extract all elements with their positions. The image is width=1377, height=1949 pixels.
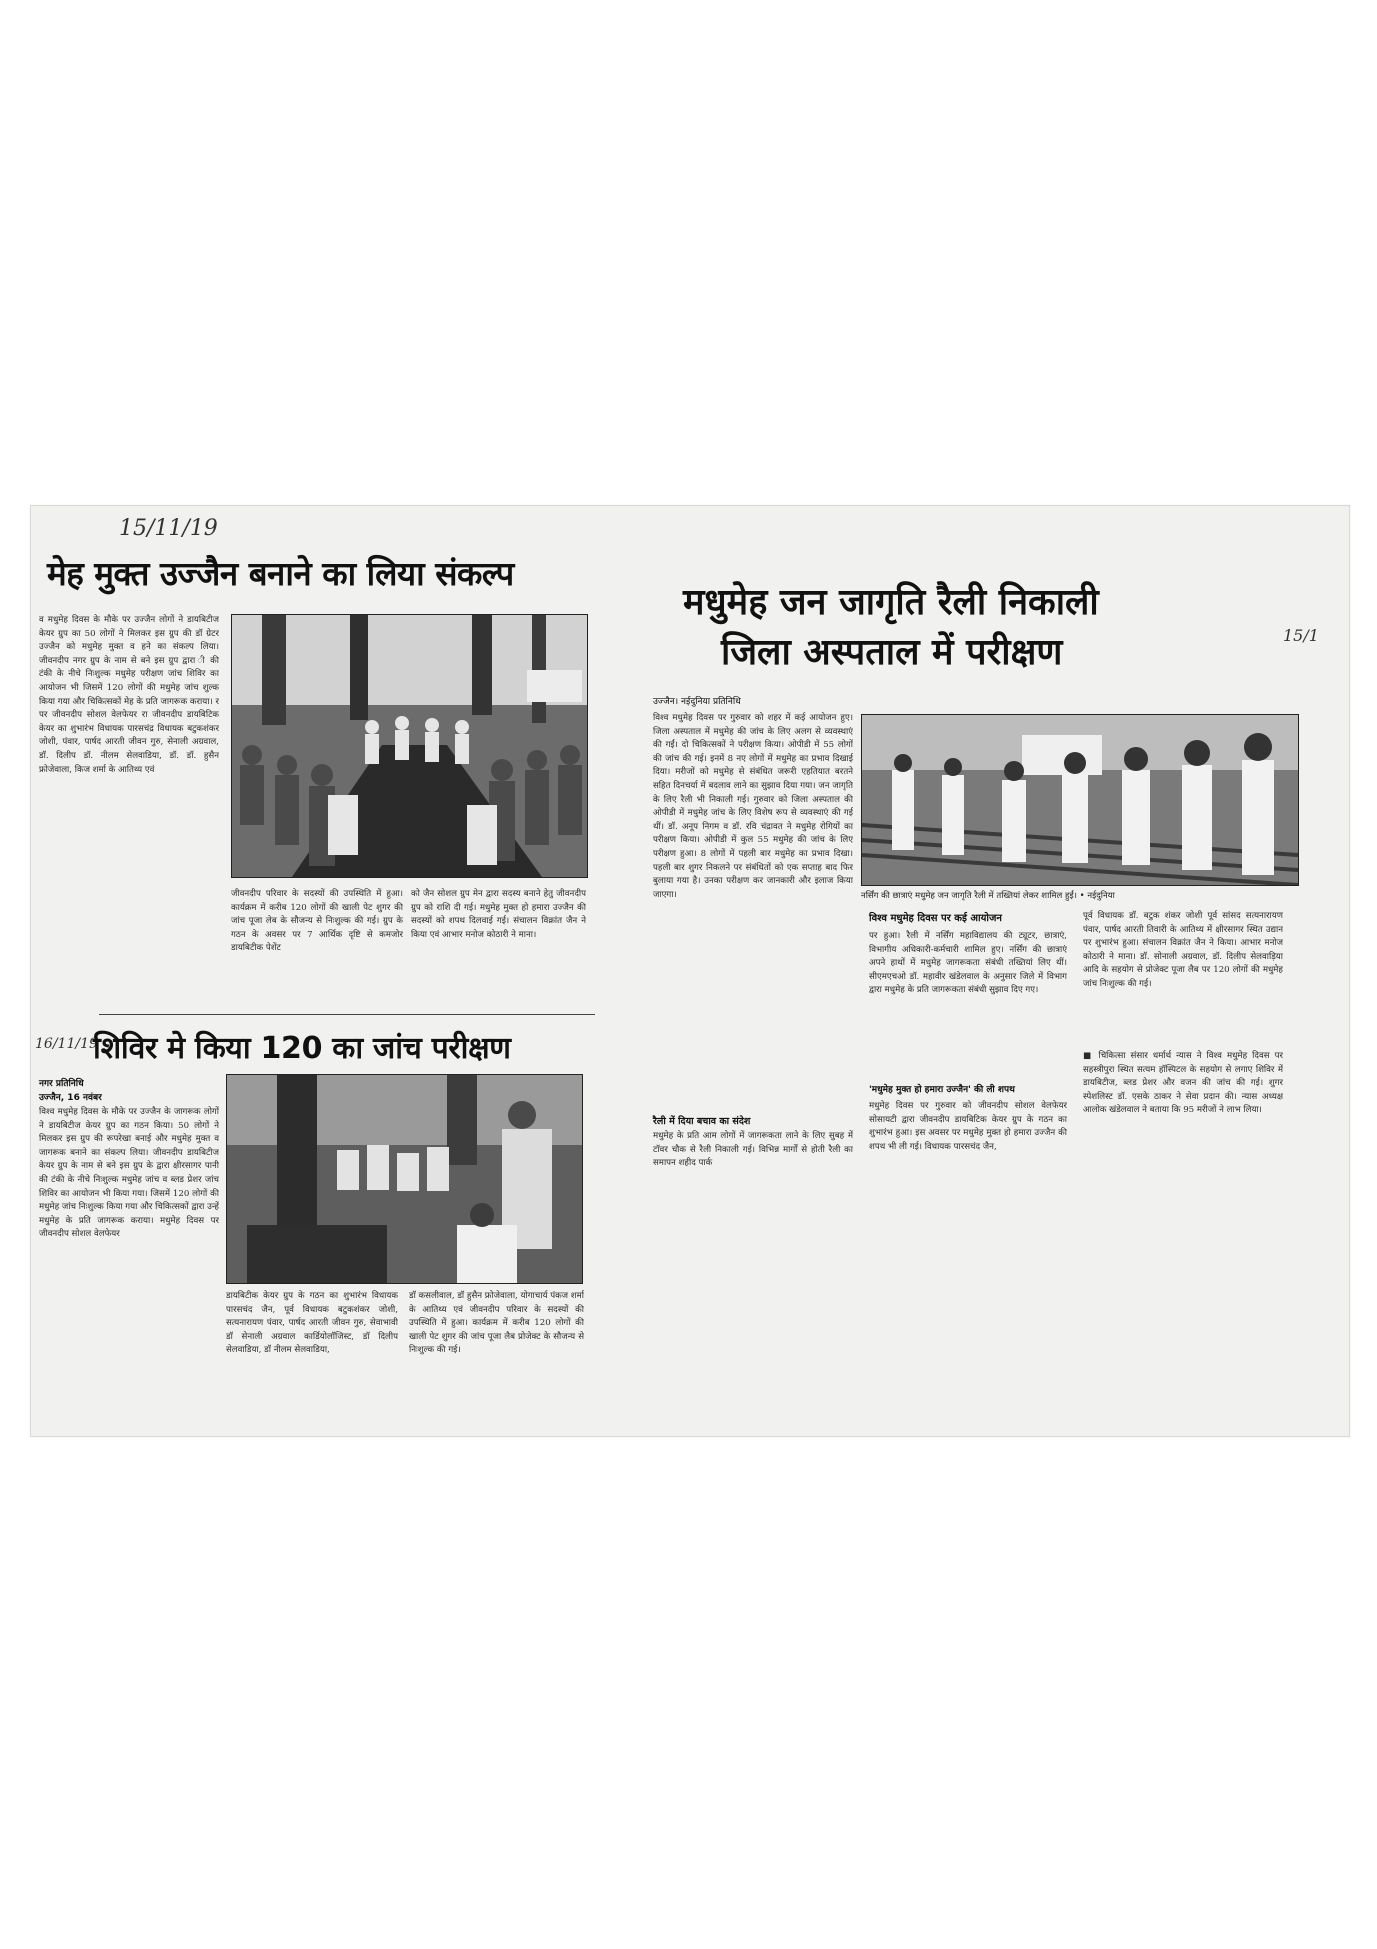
bottom-text-col3: डॉ कसलीवाल, डॉ हुसैन फ्रोजेवाला, योगाचार्य पंकज शर्मा के आतिथ्य एवं जीवनदीप परिवार के सदस्यों की उपस्थिति में हुआ। कार्यक्रम में करीब 120 लोगों की खाली पेट शुगर की जांच पूजा लैब प्रोजेक्ट के सौजन्य से निःशुल्क की गई। — [409, 1291, 584, 1356]
left-photo-oath — [231, 614, 588, 878]
right-subhead-rally: रैली में दिया बचाव का संदेश — [653, 1116, 751, 1127]
right-text-col1: विश्व मधुमेह दिवस पर गुरुवार को शहर में कई आयोजन हुए। जिला अस्पताल में मधुमेह की जांच के लिए अलग से व्यवस्थाएं की गईं। दो चिकित्सकों ने परीक्षण किया। ओपीडी में 55 लोगों की जांच की गई। इनमें 8 नए लोगों में मधुमेह का प्रभाव दिखाई दिया। मरीजों को मधुमेह से संबंधित जरूरी एहतियात बरतने सहित दिनचर्या में बदलाव लाने का सुझाव दिया गया। जन जागृति के लिए रैली भी निकाली गई। गुरुवार को जिला अस्पताल की ओपीडी में मधुमेह जांच के लिए विशेष रूप से व्यवस्थाएं की गई थीं। डॉ. अनूप निगम व डॉ. रवि चंद्रावत ने मधुमेह रोगियों का परीक्षण किया। ओपीडी में कुल 55 मधुमेह की जांच के लिए परीक्षण हुआ। 8 लोगों में पहली बार मधुमेह का प्रभाव दिखा। पहली बार शुगर निकलने पर संबंधितों को एक सप्ताह बाद फिर बुलाया गया है। उनका परीक्षण कर जानकारी और इलाज किया जाएगा। — [653, 713, 853, 900]
scanned-newspaper-sheet — [30, 505, 1350, 1437]
left-text-col3: को जैन सोशल ग्रुप मेन द्वारा सदस्य बनाने हेतु जीवनदीप ग्रुप को राशि दी गई। मधुमेह मुक्त हो हमारा उज्जैन की सदस्यों को शपथ दिलवाई गई। संचालन विक्रांत जैन ने किया एवं आभार मनोज कोठारी ने माना। — [411, 889, 586, 940]
right-subhead-events: विश्व मधुमेह दिवस पर कई आयोजन — [869, 913, 1002, 924]
right-subhead-oath: 'मधुमेह मुक्त हो हमारा उज्जैन' की ली शपथ — [869, 1085, 1015, 1095]
right-headline-line1: मधुमेह जन जागृति रैली निकाली — [683, 582, 1099, 623]
right-clipping — [643, 566, 1343, 1426]
bottom-clipping — [31, 1018, 631, 1436]
right-text-col2: पर हुआ। रैली में नर्सिंग महाविद्यालय की ट्यूटर, छात्राएं, विभागीय अधिकारी-कर्मचारी शामिल हुए। नर्सिंग की छात्राएं अपने हाथों में मधुमेह जागरूकता संबंधी तख्तियां लिए थीं। सीएमएचओ डॉ. महावीर खंडेलवाल के अनुसार जिले में विभाग द्वारा मधुमेह के प्रति जागरूकता संबंधी सुझाव दिए गए। — [869, 931, 1067, 996]
bottom-byline: नगर प्रतिनिधि — [39, 1079, 84, 1089]
left-clipping-divider — [99, 1014, 595, 1015]
left-clipping — [31, 506, 591, 1016]
left-headline: मेह मुक्त उज्जैन बनाने का लिया संकल्प — [47, 554, 514, 593]
handwritten-date-right: 15/1 — [1283, 626, 1319, 645]
right-headline-line2: जिला अस्पताल में परीक्षण — [721, 632, 1063, 673]
right-byline: उज्जैन। नईदुनिया प्रतिनिधि — [653, 697, 741, 707]
bottom-dateline: उज्जैन, 16 नवंबर — [39, 1093, 102, 1103]
right-text-col3: पूर्व विधायक डॉ. बटुक शंकर जोशी पूर्व सांसद सत्यनारायण पंवार, पार्षद आरती तिवारी के आतिथ्य में क्षीरसागर स्थित उद्यान पर शुभारंभ हुआ। संचालन विक्रांत जैन ने किया। आभार मनोज कोठारी ने माना। डॉ. सोनाली अग्रवाल, डॉ. दिलीप सेलवाड़िया आदि के सहयोग से प्रोजेक्ट पूजा लैब पर 120 लोगों की मधुमेह जांच निःशुल्क की गई। — [1083, 911, 1283, 989]
bottom-text-col2: डायबिटीक केयर ग्रुप के गठन का शुभारंभ विधायक पारसचंद जैन, पूर्व विधायक बटुकशंकर जोशी, सत्यनारायण पंवार, पार्षद आरती जीवन गुरु, सेवाभावी डॉ सेनाली अग्रवाल कार्डियोलॉजिस्ट, डॉ दिलीप सेलवाडिया, डॉ नीलम सेलवाडिया, — [226, 1291, 398, 1356]
right-photo-caption: नर्सिंग की छात्राएं मधुमेह जन जागृति रैली में तख्तियां लेकर शामिल हुईं। • नईदुनिया — [861, 891, 1115, 901]
right-photo-rally — [861, 714, 1299, 886]
bottom-text-col1: विश्व मधुमेह दिवस के मौके पर उज्जैन के जागरूक लोगों ने डायबिटीज केयर ग्रुप का गठन किया। 50 लोगों ने मिलकर इस ग्रुप की रूपरेखा बनाई और मधुमेह मुक्त व जागरूक बनाने का संकल्प लिया। जीवनदीप डायबिटीज केयर ग्रुप के नाम से बने इस ग्रुप के द्वारा क्षीरसागर पानी की टंकी के नीचे निःशुल्क मधुमेह जांच व ब्लड प्रेशर जांच शिविर का आयोजन भी किया गया। जिसमें 120 लोगों की मधुमेह जांच निःशुल्क किया गया और चिकित्सकों द्वारा उन्हें मधुमेह के प्रति जागरूक कराया। मधुमेह दिवस पर जीवनदीप सोशल वेलफेयर — [39, 1107, 219, 1240]
left-text-col2: जीवनदीप परिवार के सदस्यों की उपस्थिति में हुआ। कार्यक्रम में करीब 120 लोगों की खाली पेट शुगर की जांच पूजा लेब के सौजन्य से निःशुल्क की गई। ग्रुप के गठन के अवसर पर 7 आर्थिक दृष्टि से कमजोर डायबिटीक पेशेंट — [231, 889, 403, 954]
left-text-col1: व मधुमेह दिवस के मौके पर उज्जैन लोगों ने डायबिटीज केयर ग्रुप का 50 लोगों ने मिलकर इस ग्रुप की डॉ ग्रेटर उज्जैन को मधुमेह मुक्त व हने का संकल्प लिया। जीवनदीप नगर ग्रुप के नाम से बने इस ग्रुप द्वारा ी की टंकी के नीचे निःशुल्क मधुमेह परीक्षण जांच शिविर का आयोजन भी जिसमें 120 लोगों की मधुमेह जांच शुल्क किया गया और चिकित्सकों मेह के प्रति जागरूक कराया। र पर जीवनदीप सोशल वेलफेयर रा जीवनदीप डायबिटिक केयर का शुभारंभ विधायक पारसचंद्र विधायक बटुकशंकर जोशी, पंवार, पार्षद आरती जीवन गुरु, सेनाली अग्रवाल, डॉ. दिलीप डॉ. नीलम सेलवाडिया, डॉ. डॉ. हुसैन फ्रोजेवाला, किज शर्मा के आतिथ्य एवं — [39, 615, 219, 775]
right-text-col2b: मधुमेह दिवस पर गुरुवार को जीवनदीप सोशल वेलफेयर सोसायटी द्वारा जीवनदीप डायबिटिक केयर ग्रुप के गठन का शुभारंभ हुआ। इस अवसर पर मधुमेह मुक्त हो हमारा उज्जैन की शपथ भी ली गई। विधायक पारसचंद जैन, — [869, 1101, 1067, 1152]
handwritten-date-left: 15/11/19 — [119, 516, 218, 541]
handwritten-date-bottom: 16/11/19 — [35, 1036, 98, 1052]
right-text-col3b: ■ चिकित्सा संसार धर्मार्थ न्यास ने विश्व मधुमेह दिवस पर सहस्त्रीपुरा स्थित सत्यम हॉस्पिटल के सहयोग से लगाए शिविर में डायबिटीज, ब्लड प्रेशर और वजन की जांच की गई। शुगर स्पेशलिस्ट डॉ. एसके ठाकर ने सेवा प्रदान की। न्यास अध्यक्ष आलोक खंडेलवाल ने बताया कि 95 मरीजों ने लाभ लिया। — [1083, 1051, 1283, 1116]
bottom-headline: शिविर मे किया 120 का जांच परीक्षण — [93, 1031, 511, 1066]
bottom-photo-camp — [226, 1074, 583, 1284]
right-text-col1b: मधुमेह के प्रति आम लोगों में जागरूकता लाने के लिए सुबह में टॉवर चौक से रैली निकाली गई। विभिन्न मार्गों से होती रैली का समापन शहीद पार्क — [653, 1131, 853, 1169]
